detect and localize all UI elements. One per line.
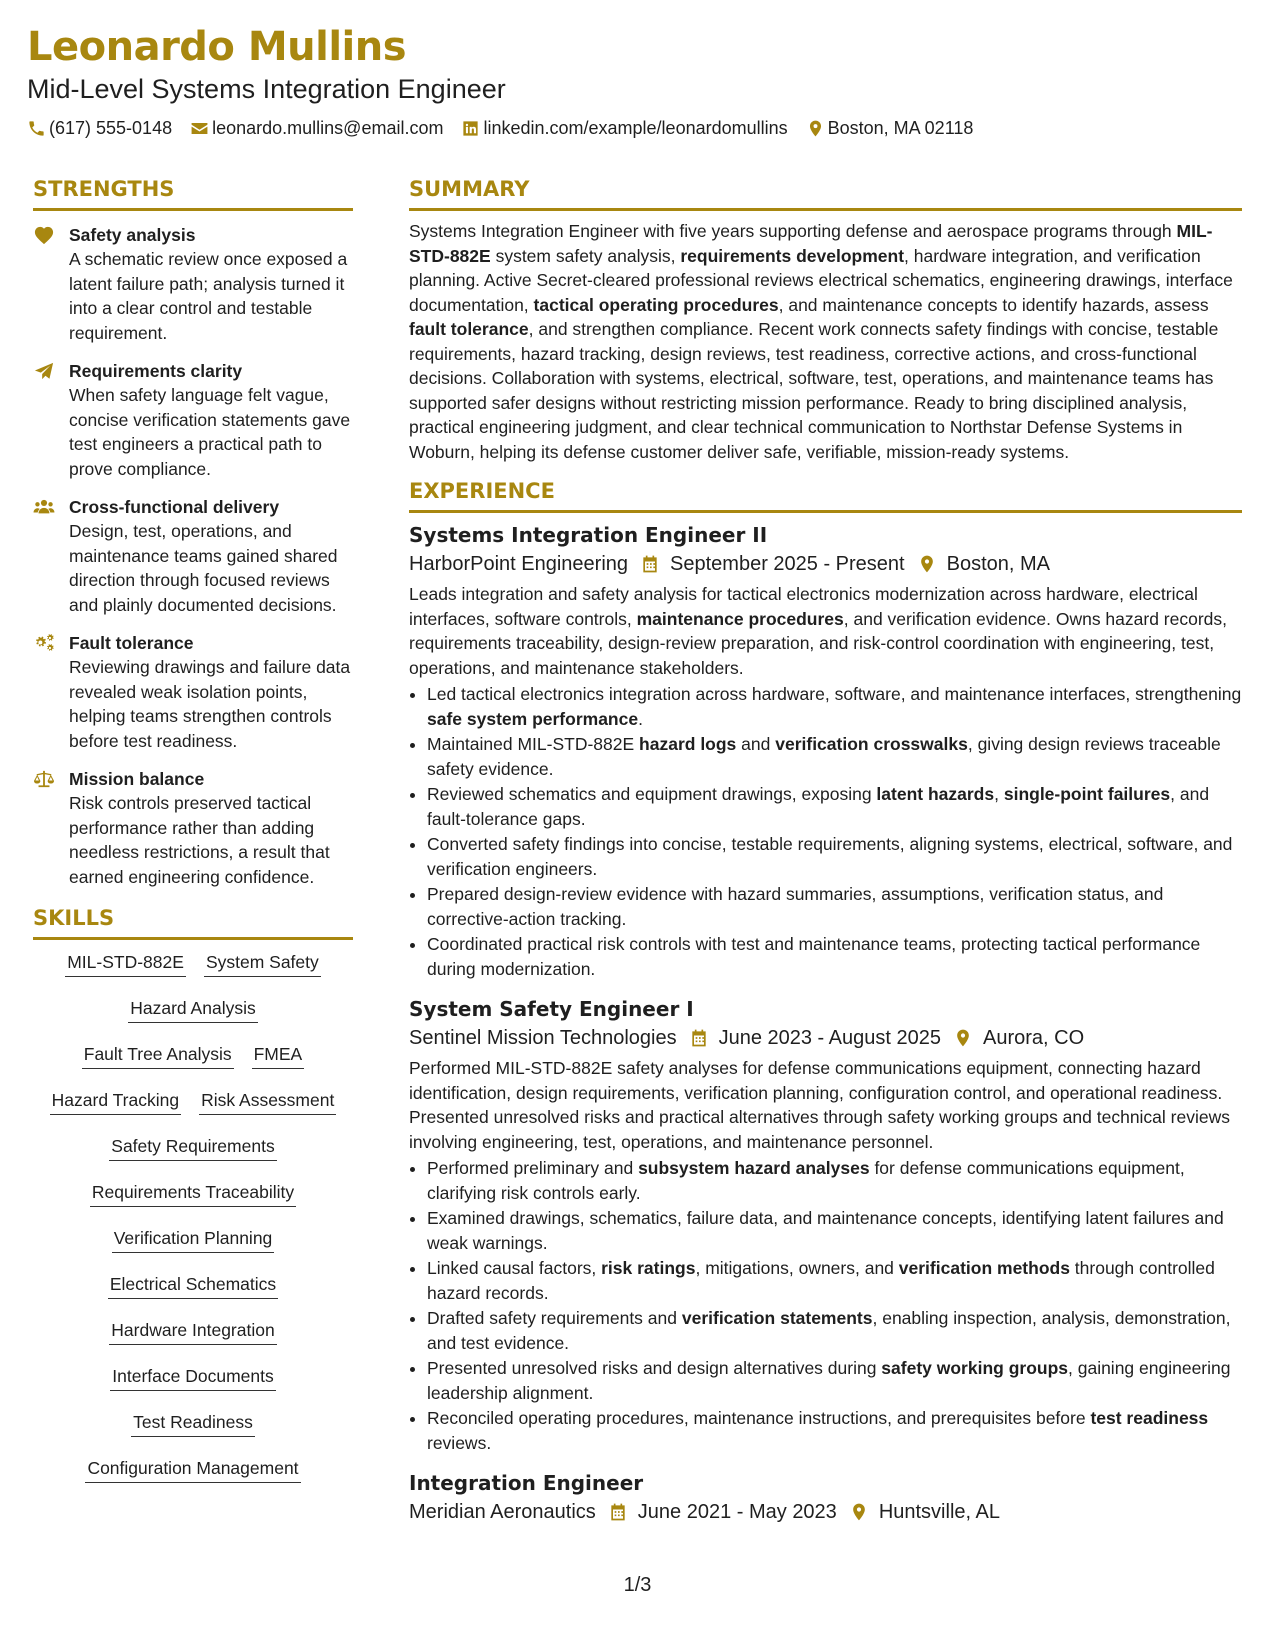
map-pin-icon <box>953 1028 973 1048</box>
gears-icon <box>33 633 55 653</box>
job-title: Systems Integration Engineer II <box>409 523 768 547</box>
contact-linkedin-text: linkedin.com/example/leonardomullins <box>483 118 788 138</box>
contact-phone-text: (617) 555-0148 <box>49 118 173 138</box>
map-pin-icon <box>849 1502 869 1522</box>
job-dates: June 2021 - May 2023 <box>637 1501 837 1523</box>
strengths-list <box>33 219 353 889</box>
skill-tag: Fault Tree Analysis <box>82 1042 234 1069</box>
strength-title: Safety analysis <box>69 225 196 245</box>
job-company: Meridian Aeronautics <box>409 1501 596 1523</box>
left-column <box>33 174 353 1502</box>
calendar-icon <box>640 554 660 574</box>
skill-tag: FMEA <box>252 1042 305 1069</box>
job-description: Leads integration and safety analysis for tactical electronics modernization across hardware, electrical interfaces, software controls, maintenance procedures, and verification evidence. Owns hazard records, requirements traceability, design-review preparation, and risk-control coordination with engineering, test, operations, and maintenance stakeholders. <box>409 584 1228 678</box>
job-dates: June 2023 - August 2025 <box>718 1027 941 1049</box>
envelope-icon <box>190 119 209 138</box>
contact-email[interactable] <box>190 116 443 140</box>
strength-item <box>33 631 353 753</box>
job-company: Sentinel Mission Technologies <box>409 1027 677 1049</box>
bullet-item: • Maintained MIL-STD-882E hazard logs and verification crosswalks, giving design reviews traceable safety evidence. <box>427 732 1242 781</box>
strength-desc: A schematic review once exposed a latent failure path; analysis turned it into a clear control and testable requirement. <box>69 249 348 343</box>
contact-phone[interactable] <box>27 116 172 140</box>
resume-header <box>27 22 1247 140</box>
job-location: Aurora, CO <box>982 1027 1085 1049</box>
contact-email-text: leonardo.mullins@email.com <box>212 118 444 138</box>
bullet-item: • Reviewed schematics and equipment drawings, exposing latent hazards, single-point failures, and fault-tolerance gaps. <box>427 782 1242 831</box>
page-number: 1/3 <box>623 1574 652 1596</box>
skill-tag: Verification Planning <box>112 1226 275 1253</box>
skill-tag: System Safety <box>204 950 321 977</box>
skill-tag: Hazard Analysis <box>128 996 257 1023</box>
skill-tag: Electrical Schematics <box>108 1272 278 1299</box>
job-company: HarborPoint Engineering <box>409 553 629 575</box>
strength-item <box>33 767 353 889</box>
right-column <box>409 174 1242 1530</box>
contact-bar <box>27 116 1247 140</box>
heart-icon <box>33 225 55 245</box>
strengths-heading: STRENGTHS <box>33 174 353 211</box>
job-location: Huntsville, AL <box>878 1501 1000 1523</box>
bullet-item: • Coordinated practical risk controls with test and maintenance teams, protecting tactical performance during modernization. <box>427 932 1242 981</box>
job-bullets <box>409 1156 1242 1455</box>
strength-desc: Design, test, operations, and maintenance teams gained shared direction through focused reviews and plainly documented decisions. <box>69 521 338 615</box>
map-pin-icon <box>917 554 937 574</box>
skill-tag: Configuration Management <box>85 1456 300 1483</box>
contact-linkedin[interactable] <box>461 116 787 140</box>
job-description: Performed MIL-STD-882E safety analyses for defense communications equipment, connecting hazard identification, design requirements, verification planning, configuration control, and operational readiness. Presented unresolved risks and practical alternatives through safety working groups and technical reviews involving engineering, test, operations, and maintenance personnel. <box>409 1058 1230 1152</box>
summary-text: Systems Integration Engineer with five years supporting defense and aerospace programs through MIL-STD-882E system safety analysis, requirements development, hardware integration, and verification planning. Active Secret-cleared professional reviews electrical schematics, engineering drawings, interface documentation, tactical operating procedures, and maintenance concepts to identify hazards, assess fault tolerance, and strengthen compliance. Recent work connects safety findings with concise, testable requirements, hazard tracking, design reviews, test readiness, corrective actions, and cross-functional decisions. Collaboration with systems, electrical, software, test, operations, and maintenance teams has supported safer designs without restricting mission performance. Ready to bring disciplined analysis, practical engineering judgment, and clear technical communication to Northstar Defense Systems in Woburn, helping its defense customer deliver safe, verifiable, mission-ready systems. <box>409 221 1233 462</box>
job-meta <box>409 1497 1242 1527</box>
paper-plane-icon <box>33 361 55 381</box>
skill-tag: MIL-STD-882E <box>65 950 186 977</box>
strength-item <box>33 359 353 481</box>
scale-icon <box>33 769 55 789</box>
job-entry <box>409 1469 1242 1527</box>
job-dates: September 2025 - Present <box>670 553 905 575</box>
map-pin-icon <box>806 119 825 138</box>
candidate-name: Leonardo Mullins <box>27 24 407 70</box>
skill-tag: Test Readiness <box>131 1410 255 1437</box>
strength-desc: Reviewing drawings and failure data revealed weak isolation points, helping teams strengthen controls before test readiness. <box>69 657 351 751</box>
skills-list <box>33 950 353 1502</box>
users-icon <box>33 497 55 517</box>
strength-title: Cross-functional delivery <box>69 497 280 517</box>
bullet-item: • Examined drawings, schematics, failure data, and maintenance concepts, identifying latent failures and weak warnings. <box>427 1206 1242 1255</box>
strength-title: Requirements clarity <box>69 361 243 381</box>
candidate-title: Mid-Level Systems Integration Engineer <box>27 74 506 104</box>
calendar-icon <box>608 1502 628 1522</box>
strength-item <box>33 495 353 617</box>
job-title: System Safety Engineer I <box>409 997 694 1021</box>
job-title: Integration Engineer <box>409 1471 644 1495</box>
bullet-item: • Drafted safety requirements and verification statements, enabling inspection, analysis, demonstration, and test evidence. <box>427 1306 1242 1355</box>
bullet-item: • Led tactical electronics integration across hardware, software, and maintenance interfaces, strengthening safe system performance. <box>427 682 1242 731</box>
job-bullets <box>409 682 1242 981</box>
phone-icon <box>27 119 46 138</box>
job-meta <box>409 549 1242 579</box>
strength-item <box>33 223 353 345</box>
strength-title: Fault tolerance <box>69 633 194 653</box>
contact-location-text: Boston, MA 02118 <box>827 118 974 138</box>
summary-heading: SUMMARY <box>409 174 1242 211</box>
contact-location <box>806 116 974 140</box>
experience-heading: EXPERIENCE <box>409 476 1242 513</box>
job-location: Boston, MA <box>946 553 1051 575</box>
skill-tag: Interface Documents <box>110 1364 275 1391</box>
bullet-item: • Linked causal factors, risk ratings, mitigations, owners, and verification methods through controlled hazard records. <box>427 1256 1242 1305</box>
bullet-item: • Reconciled operating procedures, maintenance instructions, and prerequisites before test readiness reviews. <box>427 1406 1242 1455</box>
job-entry <box>409 521 1242 981</box>
skill-tag: Risk Assessment <box>199 1088 336 1115</box>
strength-title: Mission balance <box>69 769 205 789</box>
skill-tag: Requirements Traceability <box>90 1180 296 1207</box>
skill-tag: Hazard Tracking <box>50 1088 181 1115</box>
job-entry <box>409 995 1242 1455</box>
bullet-item: • Performed preliminary and subsystem hazard analyses for defense communications equipment, clarifying risk controls early. <box>427 1156 1242 1205</box>
bullet-item: • Presented unresolved risks and design alternatives during safety working groups, gaining engineering leadership alignment. <box>427 1356 1242 1405</box>
skills-heading: SKILLS <box>33 903 353 940</box>
calendar-icon <box>689 1028 709 1048</box>
bullet-item: • Prepared design-review evidence with hazard summaries, assumptions, verification status, and corrective-action tracking. <box>427 882 1242 931</box>
skill-tag: Safety Requirements <box>109 1134 276 1161</box>
bullet-item: • Converted safety findings into concise, testable requirements, aligning systems, electrical, software, and verification engineers. <box>427 832 1242 881</box>
linkedin-icon <box>461 119 480 138</box>
strength-desc: Risk controls preserved tactical performance rather than adding needless restrictions, a result that earned engineering confidence. <box>69 793 330 887</box>
skill-tag: Hardware Integration <box>109 1318 276 1345</box>
job-meta <box>409 1023 1242 1053</box>
strength-desc: When safety language felt vague, concise verification statements gave test engineers a practical path to prove compliance. <box>69 385 351 479</box>
